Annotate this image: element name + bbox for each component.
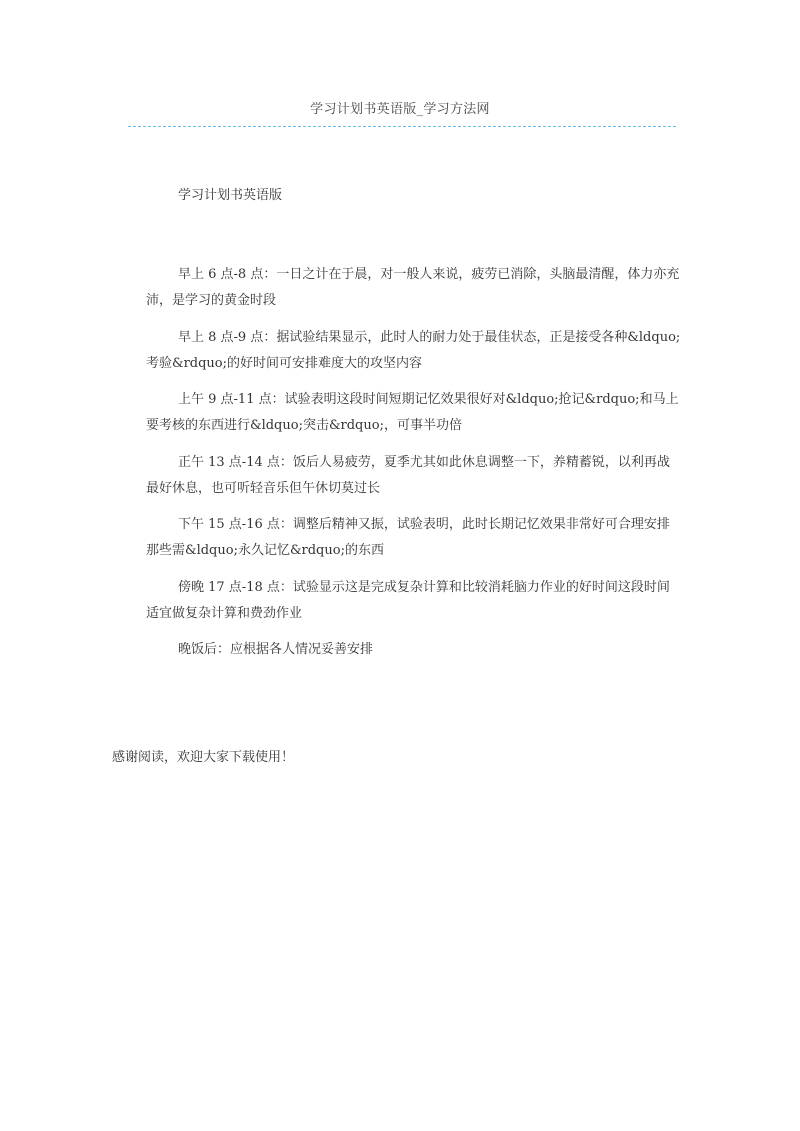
- document-title: 学习计划书英语版: [178, 188, 283, 203]
- paragraph-text: 晚饭后：应根据各人情况妥善安排: [178, 642, 374, 657]
- paragraph-1: [146, 262, 682, 314]
- paragraph-text: 傍晚 17 点-18 点：试验显示这是完成复杂计算和比较消耗脑力作业的好时间这段时间适宜做复杂计算和费劲作业: [146, 580, 670, 621]
- paragraph-7: [146, 637, 682, 663]
- paragraph-5: [146, 512, 682, 564]
- paragraph-text: 上午 9 点-11 点：试验表明这段时间短期记忆效果很好对&ldquo;抢记&rdquo;和马上要考核的东西进行&ldquo;突击&rdquo;，可事半功倍: [146, 392, 679, 433]
- paragraph-text: 下午 15 点-16 点：调整后精神又振，试验表明，此时长期记忆效果非常好可合理安排那些需&ldquo;永久记忆&rdquo;的东西: [146, 517, 670, 558]
- closing-note: 感谢阅读，欢迎大家下载使用！: [112, 750, 295, 765]
- paragraph-4: [146, 450, 682, 502]
- paragraph-3: [146, 387, 682, 439]
- header-divider: [128, 126, 676, 127]
- page-header-title: 学习计划书英语版_学习方法网: [310, 102, 490, 117]
- paragraph-2: [146, 325, 682, 377]
- paragraph-text: 早上 6 点-8 点：一日之计在于晨，对一般人来说，疲劳已消除，头脑最清醒，体力亦充沛，是学习的黄金时段: [146, 267, 680, 308]
- paragraph-6: [146, 575, 682, 627]
- paragraph-text: 正午 13 点-14 点：饭后人易疲劳，夏季尤其如此休息调整一下，养精蓄锐，以利再战最好休息，也可听轻音乐但午休切莫过长: [146, 455, 670, 496]
- paragraph-text: 早上 8 点-9 点：据试验结果显示，此时人的耐力处于最佳状态，正是接受各种&ldquo;考验&rdquo;的好时间可安排难度大的攻坚内容: [146, 330, 681, 371]
